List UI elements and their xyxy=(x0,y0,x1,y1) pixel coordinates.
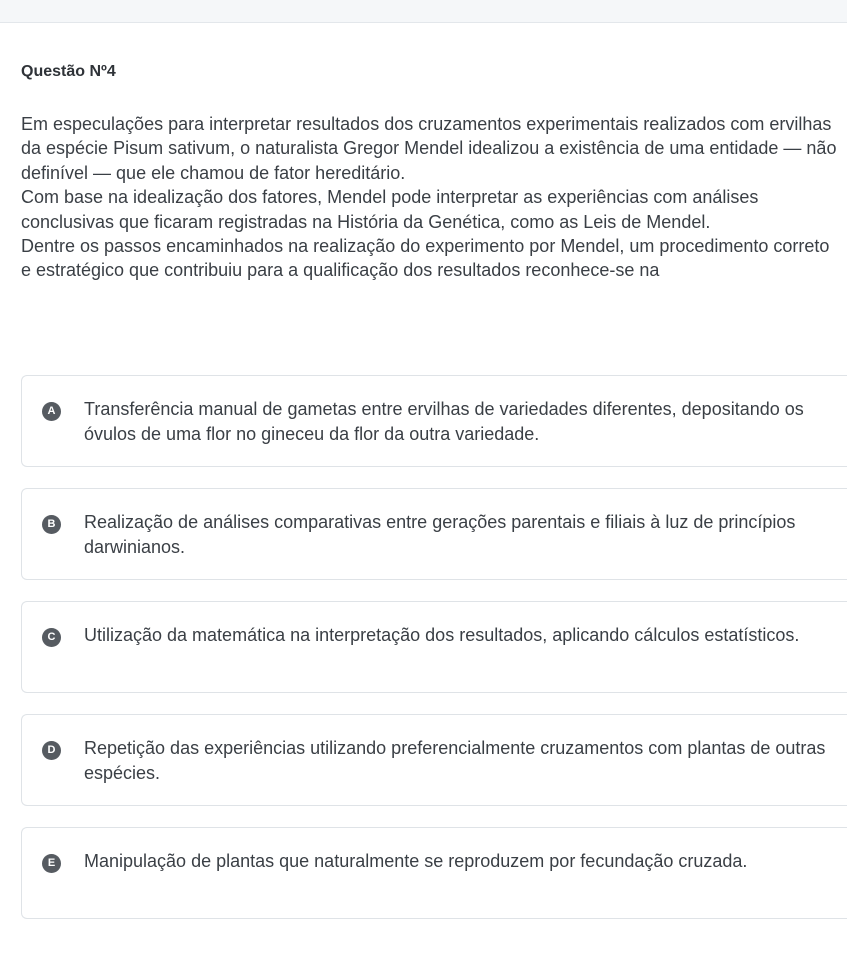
question-title: Questão Nº4 xyxy=(21,63,116,80)
statement-paragraph: Com base na idealização dos fatores, Mendel pode interpretar as experiências com análises conclusivas que ficaram registradas na História da Genética, como as Leis de Mendel. xyxy=(21,187,759,232)
option-text: Manipulação de plantas que naturalmente se reproduzem por fecundação cruzada. xyxy=(84,851,748,871)
option-letter-badge: B xyxy=(42,515,61,534)
option-text: Realização de análises comparativas entre gerações parentais e filiais à luz de princípios darwinianos. xyxy=(84,512,796,557)
question-statement xyxy=(21,112,841,283)
option-text: Repetição das experiências utilizando preferencialmente cruzamentos com plantas de outras espécies. xyxy=(84,738,826,783)
option-d[interactable] xyxy=(21,714,847,806)
option-e[interactable] xyxy=(21,827,847,919)
option-letter-badge: A xyxy=(42,402,61,421)
option-text: Transferência manual de gametas entre ervilhas de variedades diferentes, depositando os óvulos de uma flor no gineceu da flor da outra variedade. xyxy=(84,399,804,444)
option-letter-badge: E xyxy=(42,854,61,873)
top-bar xyxy=(0,0,847,23)
option-letter-badge: C xyxy=(42,628,61,647)
option-c[interactable] xyxy=(21,601,847,693)
option-text: Utilização da matemática na interpretação dos resultados, aplicando cálculos estatísticos. xyxy=(84,625,800,645)
option-b[interactable] xyxy=(21,488,847,580)
answer-options xyxy=(21,375,847,940)
statement-paragraph: Dentre os passos encaminhados na realização do experimento por Mendel, um procedimento correto e estratégico que contribuiu para a qualificação dos resultados reconhece-se na xyxy=(21,236,830,281)
statement-paragraph: Em especulações para interpretar resultados dos cruzamentos experimentais realizados com ervilhas da espécie Pisum sativum, o naturalista Gregor Mendel idealizou a existência de uma entidade — não definível — que ele chamou de fator hereditário. xyxy=(21,114,837,183)
option-letter-badge: D xyxy=(42,741,61,760)
option-a[interactable] xyxy=(21,375,847,467)
